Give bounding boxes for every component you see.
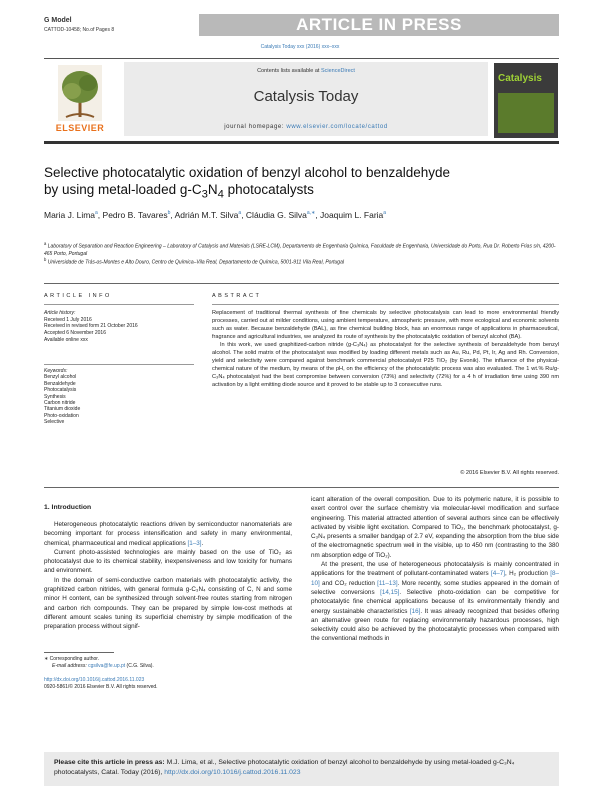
corresponding-author: ∗ Corresponding author. bbox=[44, 656, 100, 662]
reference-link[interactable]: [8–10] bbox=[311, 570, 559, 587]
reference-link[interactable]: [14,15] bbox=[380, 588, 400, 596]
section-heading: 1. Introduction bbox=[44, 504, 92, 511]
author[interactable]: Adrián M.T. Silva$^a$ bbox=[174, 210, 242, 220]
affiliation-a: $^a$ Laboratory of Separation and Reaction Engineering – Laboratory of Catalysis and Materials (LSRE-LCM), Departamento de Engenharia Química, Faculdade de Engenharia, Universidade do Porto, Rua Dr. Roberto Frias s/n, 4200-465 Porto, Portugal bbox=[44, 241, 556, 257]
sciencedirect-link[interactable]: ScienceDirect bbox=[320, 68, 355, 74]
contents-line bbox=[124, 68, 488, 74]
article-history bbox=[44, 310, 194, 344]
title-subscript: 3 bbox=[201, 188, 208, 201]
keyword: Carbon nitride bbox=[44, 400, 76, 407]
footnotes bbox=[44, 656, 292, 691]
author[interactable]: Pedro B. Tavares$^b$ bbox=[102, 210, 171, 220]
cite-text: M.J. Lima, et al., Selective photocatalytic oxidation of benzyl alcohol to benzaldehyde by using metal-loaded g-C₃N₄ photocatalysts, Catal. Today (2016), bbox=[54, 759, 515, 776]
keyword: Selective bbox=[44, 419, 65, 426]
body-column-left bbox=[44, 520, 292, 632]
g-model-label: G Model bbox=[44, 17, 72, 24]
divider bbox=[44, 364, 194, 365]
article-title bbox=[44, 164, 559, 204]
title-part: photocatalysts bbox=[223, 182, 314, 197]
body-column-right bbox=[311, 495, 559, 644]
divider bbox=[44, 304, 194, 305]
history-item: Received in revised form 21 October 2016 bbox=[44, 323, 138, 330]
title-subscript: 4 bbox=[217, 188, 224, 201]
author[interactable]: Cláudia G. Silva$^{a,∗}$ bbox=[245, 210, 316, 220]
cite-lead: Please cite this article in press as: bbox=[54, 759, 165, 766]
email-link[interactable]: cgsilva@fe.up.pt bbox=[88, 663, 126, 669]
issn-line: 0920-5861/© 2016 Elsevier B.V. All rights reserved. bbox=[44, 684, 158, 690]
reference-link[interactable]: [4–7] bbox=[490, 570, 505, 578]
copyright-notice: © 2016 Elsevier B.V. All rights reserved. bbox=[460, 470, 559, 476]
reference-link[interactable]: [16] bbox=[409, 607, 421, 615]
homepage-prefix: journal homepage: bbox=[224, 124, 287, 130]
keyword: Photocatalysis bbox=[44, 387, 77, 394]
journal-masthead bbox=[44, 58, 559, 144]
title-line-1: Selective photocatalytic oxidation of benzyl alcohol to benzaldehyde bbox=[44, 165, 451, 180]
author[interactable]: Joaquim L. Faria$^a$ bbox=[319, 210, 387, 220]
homepage-link[interactable]: www.elsevier.com/locate/cattod bbox=[286, 124, 388, 130]
body-paragraph: icant alteration of the overall composition. Due to its polymeric nature, it is possible to exert control over the surface chemistry via molecular-level modification and surface engineering. This material attracted attention of several authors since can be effectively activated by visible light excitation. Compared to TiO₂, the benchmark photocatalyst, g-C₃N₄ presents a smaller bandgap of 2.7 eV, expanding the absorption from the blue side of the electromagnetic spectrum well in the visible, up to 450 nm (contrasting to the 380 nm absorption edge of TiO₂). bbox=[311, 496, 559, 559]
abstract-paragraph: In this work, we used graphitized-carbon nitride (g-C₃N₄) as photocatalyst for the selective synthesis of benzaldehyde from benzyl alcohol. The solid matrix of the photocatalyst was modified by loading different metals such as Au, Ru, Pd, Pt, Ir, Ag and Rh. Conversion, yield and selectivity were compared against benchmark commercial photocatalyst P25 TiO₂ (by Evonik). The influence of the physical-chemical nature of the medium, by means of the pH, on the efficiency of the photocatalytic process was also evaluated. The 1 wt.% Ru/g-C₃N₄ photocatalyst had the best compromise between conversion (73%) and selectivity (72%) for a 4 h of irradiation time using 390 nm activation by a light emitting diode source and it proved to be stable up to 3 consecutive runs. bbox=[212, 342, 559, 388]
article-id: CATTOD-10458; No.of Pages 8 bbox=[44, 27, 115, 33]
email-line: E-mail address: cgsilva@fe.up.pt (C.G. Silva). bbox=[52, 663, 154, 669]
reference-link[interactable]: [11–13] bbox=[377, 579, 398, 587]
journal-cover-image bbox=[494, 63, 558, 138]
body-paragraph: Heterogeneous photocatalytic reactions driven by semiconductor nanomaterials are becoming important for process intensification and safety in many environmental, chemical, pharmaceutical and medical applications [1–3]. bbox=[44, 521, 292, 547]
journal-homepage bbox=[124, 124, 488, 130]
title-part: by using metal-loaded g-C bbox=[44, 182, 202, 197]
keywords-label: Keywords: bbox=[44, 368, 68, 374]
reference-link[interactable]: [1–3] bbox=[187, 539, 202, 547]
article-info-heading: ARTICLE INFO bbox=[44, 293, 112, 299]
divider bbox=[212, 304, 559, 305]
keyword: Synthesis bbox=[44, 393, 66, 400]
abstract-paragraph: Replacement of traditional thermal synthesis of fine chemicals by selective photocatalysis can lead to more environmental friendly processes, carried out at milder conditions, using ambient temperature, atmospheric pressure, with more ecological and economic solvents such as water. Because benzaldehyde (BAL), as fine chemical building block, has an enormous range of applications in pharmaceutical, fragrance and agricultural industries, we analyzed its route of synthesis by the photocatalytic oxidation of benzyl alcohol (BA). bbox=[212, 310, 559, 340]
title-line-2 bbox=[44, 181, 559, 204]
journal-name: Catalysis Today bbox=[253, 88, 359, 105]
affiliation-b: $^b$ Universidade de Trás-os-Montes e Alto Douro, Centro de Química–Vila Real, Departamento de Química, 5001-911 Vila Real, Portugal bbox=[44, 257, 344, 266]
history-item: Accepted 6 November 2016 bbox=[44, 330, 106, 337]
contents-prefix: Contents lists available at bbox=[257, 68, 321, 74]
cite-doi-link[interactable]: http://dx.doi.org/10.1016/j.cattod.2016.11.023 bbox=[164, 769, 301, 776]
banner-text: ARTICLE IN PRESS bbox=[296, 15, 462, 34]
abstract-heading: ABSTRACT bbox=[212, 293, 262, 299]
article-in-press-banner bbox=[199, 14, 559, 36]
footnote-divider bbox=[44, 652, 114, 653]
journal-citation[interactable]: Catalysis Today xxx (2016) xxx–xxx bbox=[260, 44, 340, 50]
body-paragraph: In the domain of semi-conductive carbon materials with photocatalytic activity, the graphitized carbon nitrides, with general formula g-C₃N₄ consisting of C, N and some minor H content, can be synthesized through solvent-free routes starting from nitrogen and carbon rich compounds. They can be prepared by simple low-cost methods at different amount scales tuning its superficial chemistry by simple modification of the preparation process without signif- bbox=[44, 576, 292, 631]
abstract-text bbox=[212, 309, 559, 389]
cover-title: Catalysis bbox=[498, 73, 542, 84]
body-paragraph: Current photo-assisted technologies are mainly based on the use of TiO₂ as photocatalyst due to its chemical stability, inexpensiveness and low toxicity for humans and environment. bbox=[44, 548, 292, 575]
keyword: Photo-oxidation bbox=[44, 412, 79, 419]
cover-artwork bbox=[498, 93, 554, 133]
author[interactable]: Maria J. Lima$^a$ bbox=[44, 210, 98, 220]
history-label: Article history: bbox=[44, 310, 76, 316]
author-list: Maria J. Lima$^a$, Pedro B. Tavares$^b$, Adrián M.T. Silva$^a$, Cláudia G. Silva$^{a,∗}$, Joaquim L. Faria$^a$ bbox=[44, 210, 387, 220]
masthead-center bbox=[124, 62, 488, 136]
keyword: Titanium dioxide bbox=[44, 406, 81, 413]
title-part: N bbox=[207, 182, 218, 197]
keywords-list bbox=[44, 368, 194, 426]
publisher-name: ELSEVIER bbox=[55, 123, 105, 133]
cite-this-article-box bbox=[44, 752, 559, 786]
divider bbox=[44, 283, 559, 284]
keyword: Benzyl alcohol bbox=[44, 374, 77, 381]
keyword: Benzaldehyde bbox=[44, 380, 76, 387]
divider bbox=[44, 487, 559, 488]
doi-link[interactable]: http://dx.doi.org/10.1016/j.cattod.2016.11.023 bbox=[44, 677, 145, 683]
history-item: Available online xxx bbox=[44, 336, 88, 343]
history-item: Received 1 July 2016 bbox=[44, 316, 92, 323]
body-paragraph: At the present, the use of heterogeneous photocatalysis is mainly concentrated in applications for the treatment of pollutant-contaminated waters [4–7], H₂ production [8–10] and CO₂ reduction [11–13]. More recently, some studies appeared in the domain of selective conversions [14,15]. Selective photo-oxidation can be competitive for photocatalytic fine chemical applications because of its environmentally friendly and energy sustainable characteristics [16]. It was already recognized that besides offering an alternative green route for replacing environmentally hazardous processes, high selectivity could also be achieved by the photocatalytic processes when compared with the conventional methods in bbox=[311, 561, 559, 643]
